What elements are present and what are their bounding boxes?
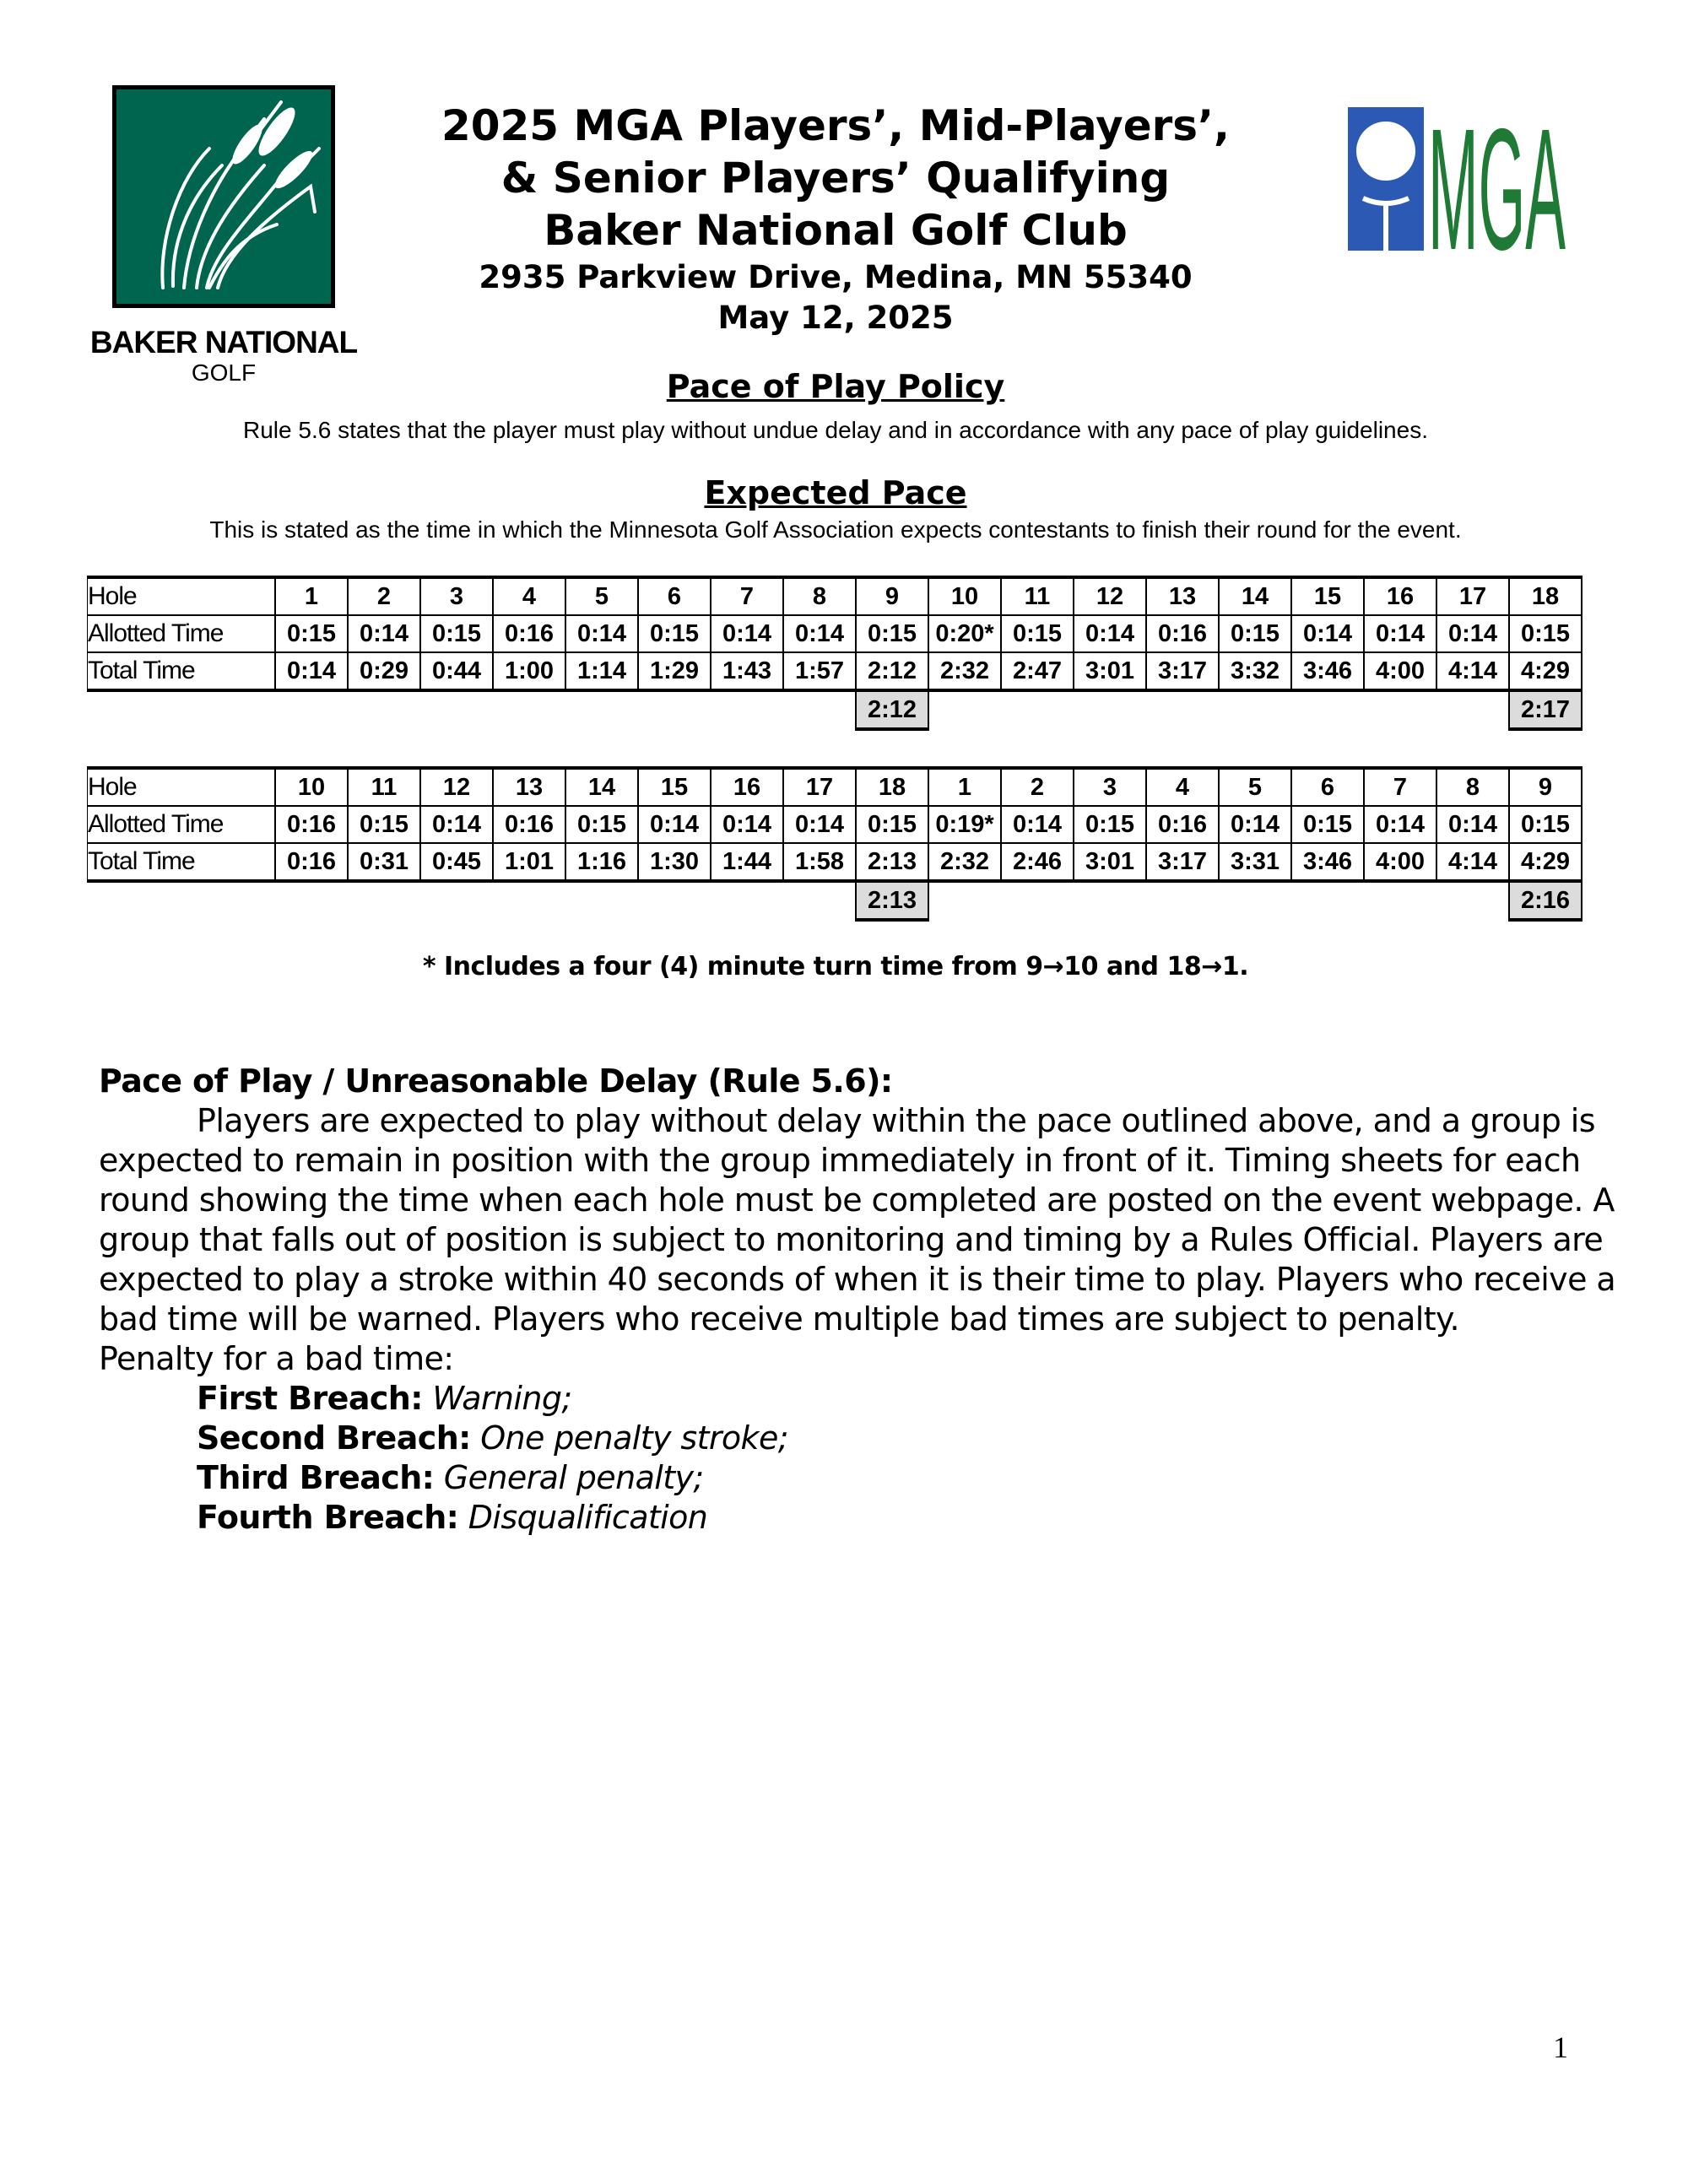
cell-allotted: 0:15 [1001,615,1074,652]
breach-1 [99,1379,1618,1419]
breach-value: Warning; [432,1380,572,1417]
cell-holes: 17 [1436,577,1509,615]
cell-total: 2:32 [928,843,1001,881]
cell-holes: 14 [565,768,638,806]
table-row-total [88,843,1582,881]
cell-holes: 8 [1436,768,1509,806]
cell-allotted: 0:15 [275,615,348,652]
cell-total: 1:43 [711,652,783,690]
empty-cell [783,881,856,920]
empty-cell [711,881,783,920]
empty-cell [928,881,1001,920]
empty-cell [565,881,638,920]
cell-allotted: 0:14 [1074,615,1146,652]
cell-allotted: 0:15 [1509,615,1582,652]
cell-holes: 6 [1291,768,1364,806]
cell-holes: 9 [1509,768,1582,806]
subtotal-row [88,690,1582,729]
policy-text: Rule 5.6 states that the player must play without undue delay and in accordance with any pace of play guidelines. [243,417,1428,443]
cell-holes: 13 [1146,577,1219,615]
cell-total: 1:01 [493,843,565,881]
empty-cell [928,690,1001,729]
cell-allotted: 0:14 [1436,615,1509,652]
cell-total: 1:29 [638,652,711,690]
cell-allotted: 0:14 [1364,806,1436,843]
delay-heading: Pace of Play / Unreasonable Delay (Rule 5.6): [99,1062,893,1100]
cell-holes: 5 [565,577,638,615]
cell-total: 3:01 [1074,843,1146,881]
cell-allotted: 0:15 [420,615,493,652]
empty-cell [565,690,638,729]
empty-cell [493,690,565,729]
cell-holes: 10 [275,768,348,806]
empty-cell [88,690,276,729]
cell-allotted: 0:15 [638,615,711,652]
empty-cell [1146,690,1219,729]
cell-holes: 8 [783,577,856,615]
empty-cell [1291,881,1364,920]
title-line-2: & Senior Players’ Qualifying [500,154,1171,203]
cell-total: 0:16 [275,843,348,881]
cell-total: 2:12 [856,652,928,690]
cell-holes: 12 [1074,577,1146,615]
cell-total: 0:29 [348,652,420,690]
cell-allotted: 0:14 [1436,806,1509,843]
pace-table-back-start [87,766,1582,922]
empty-cell [783,690,856,729]
breach-4 [99,1498,1618,1538]
empty-cell [275,690,348,729]
pace-table-front-start [87,576,1582,731]
cell-total: 0:45 [420,843,493,881]
subtotal-row [88,881,1582,920]
empty-cell [638,881,711,920]
breach-label: Second Breach: [197,1419,471,1457]
cell-holes: 9 [856,577,928,615]
cell-total: 3:46 [1291,652,1364,690]
cell-holes: 16 [711,768,783,806]
cell-allotted: 0:15 [565,806,638,843]
mga-logo-text: MGA [1428,107,1566,251]
cell-total: 3:32 [1219,652,1291,690]
empty-cell [1364,881,1436,920]
table-row-allotted [88,806,1582,843]
empty-cell [1146,881,1219,920]
empty-cell [1219,690,1291,729]
front-nine-subtotal: 2:12 [856,690,928,729]
cell-total: 4:00 [1364,843,1436,881]
document-title [0,100,1671,257]
cell-allotted: 0:14 [1291,615,1364,652]
empty-cell [1364,690,1436,729]
empty-cell [1436,881,1509,920]
cell-allotted: 0:14 [1001,806,1074,843]
page-number: 1 [1553,2030,1568,2064]
event-date: May 12, 2025 [717,300,954,336]
cell-holes: 15 [1291,577,1364,615]
cell-allotted: 0:15 [1219,615,1291,652]
cell-holes: 4 [1146,768,1219,806]
policy-heading: Pace of Play Policy [666,368,1005,405]
cell-total: 2:47 [1001,652,1074,690]
cell-holes: 12 [420,768,493,806]
cell-allotted: 0:16 [493,806,565,843]
cell-allotted: 0:14 [348,615,420,652]
empty-cell [348,881,420,920]
cell-allotted: 0:16 [1146,615,1219,652]
empty-cell [493,881,565,920]
cell-allotted: 0:15 [1291,806,1364,843]
title-line-1: 2025 MGA Players’, Mid-Players’, [441,101,1231,150]
cell-allotted: 0:14 [420,806,493,843]
cell-total: 0:31 [348,843,420,881]
cell-holes: 11 [1001,577,1074,615]
cell-allotted: 0:15 [856,806,928,843]
row-label: Hole [88,577,276,615]
cell-holes: 1 [275,577,348,615]
empty-cell [1001,690,1074,729]
cell-total: 0:14 [275,652,348,690]
cell-total: 1:58 [783,843,856,881]
breach-value: Disqualification [468,1499,708,1536]
cell-holes: 7 [711,577,783,615]
cell-total: 4:14 [1436,843,1509,881]
cell-total: 1:00 [493,652,565,690]
empty-cell [1074,881,1146,920]
cell-allotted: 0:16 [275,806,348,843]
cell-total: 3:17 [1146,843,1219,881]
cell-holes: 3 [1074,768,1146,806]
cell-holes: 1 [928,768,1001,806]
expected-pace-text: This is stated as the time in which the Minnesota Golf Association expects contestants to finish their round for the event. [209,516,1462,543]
cell-total: 0:44 [420,652,493,690]
cell-total: 3:01 [1074,652,1146,690]
row-label: Allotted Time [88,615,276,652]
row-label: Allotted Time [88,806,276,843]
cell-total: 2:32 [928,652,1001,690]
cell-total: 1:16 [565,843,638,881]
logo-name: BAKER NATIONAL [89,325,358,359]
logo-sub: GOLF [191,359,257,386]
cell-allotted: 0:15 [348,806,420,843]
cell-total: 1:30 [638,843,711,881]
cell-holes: 15 [638,768,711,806]
table-row-total [88,652,1582,690]
table-row-holes [88,577,1582,615]
back-nine-subtotal: 2:17 [1509,690,1582,729]
turn-time-footnote: * Includes a four (4) minute turn time from 9→10 and 18→1. [422,952,1249,981]
cell-allotted: 0:14 [783,806,856,843]
cell-holes: 4 [493,577,565,615]
cell-holes: 5 [1219,768,1291,806]
cell-allotted: 0:15 [1509,806,1582,843]
cell-total: 2:46 [1001,843,1074,881]
cell-allotted: 0:14 [638,806,711,843]
empty-cell [420,881,493,920]
cell-holes: 7 [1364,768,1436,806]
breach-3 [99,1458,1618,1498]
cell-total: 3:46 [1291,843,1364,881]
cell-holes: 13 [493,768,565,806]
cell-total: 4:29 [1509,652,1582,690]
table-row-allotted [88,615,1582,652]
empty-cell [1436,690,1509,729]
cell-holes: 3 [420,577,493,615]
cell-holes: 14 [1219,577,1291,615]
breach-label: First Breach: [197,1380,423,1417]
cell-allotted: 0:14 [783,615,856,652]
cell-holes: 18 [1509,577,1582,615]
breach-value: One penalty stroke; [480,1419,788,1457]
back-nine-subtotal: 2:16 [1509,881,1582,920]
cell-allotted: 0:14 [1219,806,1291,843]
cell-allotted: 0:14 [1364,615,1436,652]
penalty-intro: Penalty for a bad time: [99,1340,454,1377]
cell-allotted: 0:16 [1146,806,1219,843]
title-line-3: Baker National Golf Club [544,206,1128,255]
empty-cell [348,690,420,729]
expected-pace-heading: Expected Pace [704,474,967,511]
delay-paragraph: Players are expected to play without delay within the pace outlined above, and a group is expected to remain in position with the group immediately in front of it. Timing sheets for each round showing the time when each hole must be completed are posted on the event webpage. A group that falls out of position is subject to monitoring and timing by a Rules Official. Players are expected to play a stroke within 40 seconds of when it is their time to play. Players who receive a bad time will be warned. Players who receive multiple bad times are subject to penalty. [99,1102,1616,1338]
cell-total: 4:00 [1364,652,1436,690]
empty-cell [1291,690,1364,729]
empty-cell [1074,690,1146,729]
front-nine-subtotal: 2:13 [856,881,928,920]
empty-cell [638,690,711,729]
cell-holes: 11 [348,768,420,806]
cell-total: 1:44 [711,843,783,881]
delay-section [99,1062,1618,1538]
empty-cell [1001,881,1074,920]
cell-holes: 16 [1364,577,1436,615]
cell-total: 2:13 [856,843,928,881]
cell-holes: 17 [783,768,856,806]
cell-total: 1:57 [783,652,856,690]
cell-holes: 2 [348,577,420,615]
cell-allotted: 0:20* [928,615,1001,652]
cell-allotted: 0:14 [565,615,638,652]
breach-2 [99,1419,1618,1458]
cell-total: 3:31 [1219,843,1291,881]
breach-value: General penalty; [443,1459,704,1496]
cell-total: 4:29 [1509,843,1582,881]
cell-holes: 2 [1001,768,1074,806]
cell-holes: 10 [928,577,1001,615]
breach-label: Third Breach: [197,1459,435,1496]
cell-allotted: 0:14 [711,615,783,652]
empty-cell [88,881,276,920]
table-row-holes [88,768,1582,806]
empty-cell [1219,881,1291,920]
empty-cell [711,690,783,729]
cell-total: 3:17 [1146,652,1219,690]
row-label: Total Time [88,652,276,690]
empty-cell [420,690,493,729]
empty-cell [275,881,348,920]
row-label: Hole [88,768,276,806]
cell-total: 1:14 [565,652,638,690]
cell-total: 4:14 [1436,652,1509,690]
cell-allotted: 0:15 [1074,806,1146,843]
cell-allotted: 0:16 [493,615,565,652]
cell-allotted: 0:15 [856,615,928,652]
cell-allotted: 0:19* [928,806,1001,843]
breach-label: Fourth Breach: [197,1499,459,1536]
cell-holes: 18 [856,768,928,806]
cell-allotted: 0:14 [711,806,783,843]
cell-holes: 6 [638,577,711,615]
row-label: Total Time [88,843,276,881]
address: 2935 Parkview Drive, Medina, MN 55340 [479,259,1193,295]
